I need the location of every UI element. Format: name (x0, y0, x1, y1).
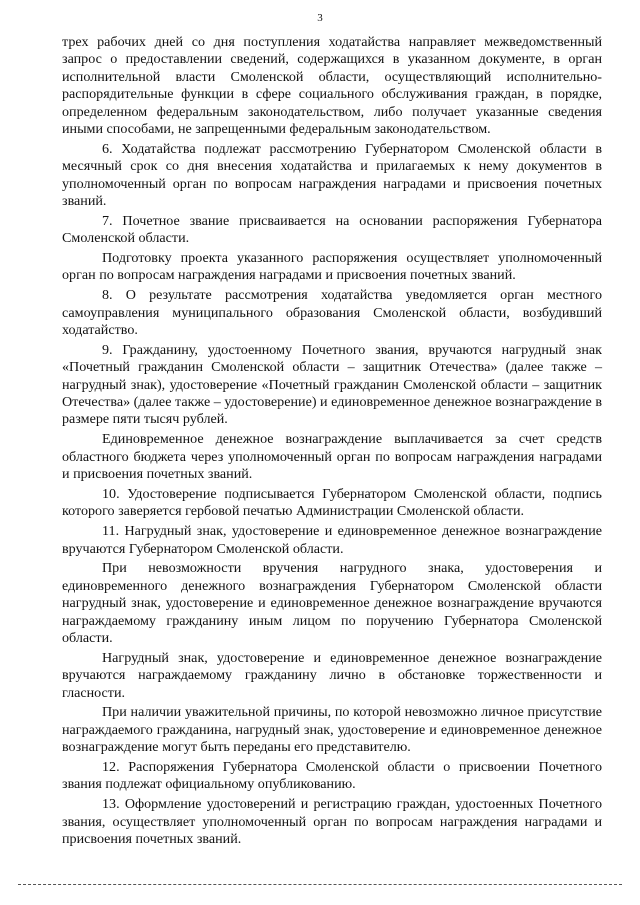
paragraph-item-8: 8. О результате рассмотрения ходатайства уведомляется орган местного самоуправления муниципального образования Смоленской области, возбудивший ходатайство. (62, 287, 602, 339)
paragraph-item-11-representative: При наличии уважительной причины, по которой невозможно личное присутствие награждаемого гражданина, нагрудный знак, удостоверение и единовременное денежное вознаграждение могут быть переданы его представителю. (62, 704, 602, 756)
paragraph-item-7: 7. Почетное звание присваивается на основании распоряжения Губернатора Смоленской области. (62, 212, 602, 247)
paragraph-item-10: 10. Удостоверение подписывается Губернатором Смоленской области, подпись которого заверяется гербовой печатью Администрации Смоленской области. (62, 485, 602, 520)
paragraph-item-11-ceremony: Нагрудный знак, удостоверение и единовременное денежное вознаграждение вручаются награждаемому гражданину лично в обстановке торжественности и гласности. (62, 649, 602, 701)
paragraph-item-7-preparation: Подготовку проекта указанного распоряжения осуществляет уполномоченный орган по вопросам награждения наградами и присвоения почетных званий. (62, 250, 602, 284)
paragraph-item-13: 13. Оформление удостоверений и регистрацию граждан, удостоенных Почетного звания, осуществляет уполномоченный орган по вопросам награждения наградами и присвоения почетных званий. (62, 796, 602, 847)
page-number: 3 (317, 12, 323, 24)
paragraph-continuation: трех рабочих дней со дня поступления ходатайства направляет межведомственный запрос о предоставлении сведений, содержащихся в указанном документе, в орган исполнительной власти Смоленской области, осуществляющий исполнительно-распорядительные функции в сфере социального обслуживания граждан, в порядке, определенном федеральным законодательством, либо получает указанные сведения иными способами, не запрещенными федеральным законодательством. (62, 34, 602, 138)
document-body (62, 34, 602, 851)
paragraph-item-11: 11. Нагрудный знак, удостоверение и единовременное денежное вознаграждение вручаются Губернатором Смоленской области. (62, 523, 602, 557)
paragraph-item-11-alternate: При невозможности вручения нагрудного знака, удостоверения и единовременного денежного вознаграждения Губернатором Смоленской области нагрудный знак, удостоверение и единовременное денежное вознаграждение вручаются награждаемому гражданину иным лицом по поручению Губернатора Смоленской области. (62, 560, 602, 646)
paragraph-item-12: 12. Распоряжения Губернатора Смоленской области о присвоении Почетного звания подлежат официальному опубликованию. (62, 758, 602, 793)
bottom-divider (18, 884, 622, 885)
paragraph-item-6: 6. Ходатайства подлежат рассмотрению Губернатором Смоленской области в месячный срок со дня внесения ходатайства и прилагаемых к нему документов в уполномоченный орган по вопросам награждения наградами и присвоения почетных званий. (62, 140, 602, 210)
paragraph-item-9-payment: Единовременное денежное вознаграждение выплачивается за счет средств областного бюджета через уполномоченный орган по вопросам награждения наградами и присвоения почетных званий. (62, 431, 602, 483)
paragraph-item-9: 9. Гражданину, удостоенному Почетного звания, вручаются нагрудный знак «Почетный гражданин Смоленской области – защитник Отечества» (далее также – нагрудный знак), удостоверение «Почетный гражданин Смоленской области – защитник Отечества» (далее также – удостоверение) и единовременное денежное вознаграждение в размере пяти тысяч рублей. (62, 341, 602, 428)
